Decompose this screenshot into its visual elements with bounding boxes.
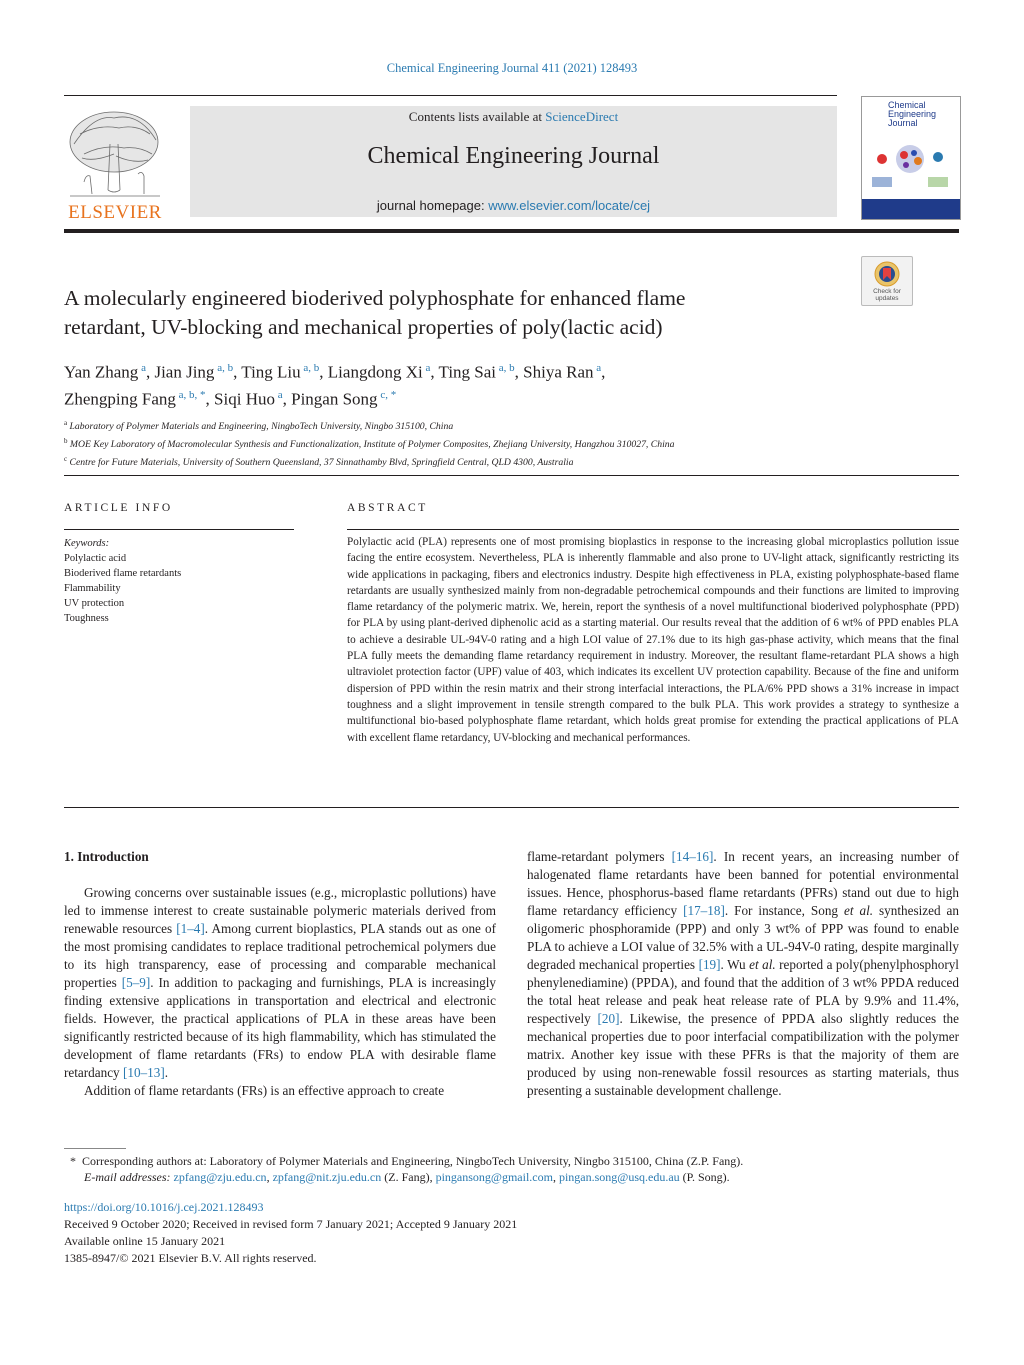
article-info-rule xyxy=(64,529,294,530)
keyword: Toughness xyxy=(64,613,109,624)
email-link[interactable]: zpfang@zju.edu.cn xyxy=(173,1170,267,1184)
author-list xyxy=(64,357,924,410)
citation-link[interactable]: [10–13] xyxy=(122,1065,165,1080)
author-affiliation-mark[interactable]: a xyxy=(274,388,283,401)
contents-line: Contents lists available at ScienceDirect xyxy=(408,109,619,124)
article-info-heading: ARTICLE INFO xyxy=(64,502,173,514)
email-link[interactable]: pingan.song@usq.edu.au xyxy=(558,1170,680,1184)
keyword: Polylactic acid xyxy=(64,553,127,564)
corresponding-footnote: * Corresponding authors at: Laboratory of Polymer Materials and Engineering, NingboTech University, Ningbo 315100, China (Z.P. Fang). E-mail addresses: zpfang@zju.edu.cn, zpfang@nit.zju.edu.cn (Z. Fang), pingansong@gmail.com, pingan.song@usq.edu.au (P. Song). xyxy=(70,1154,744,1184)
affiliation-c: $^c$ Centre for Future Materials, University of Southern Queensland, 37 Sinnathamby Blvd, Springfield Central, QLD 4300, Australia xyxy=(64,455,574,469)
journal-title: Chemical Engineering Journal xyxy=(367,143,660,169)
intro-paragraph-3: flame-retardant polymers [14–16]. In recent years, an increasing number of halogenated flame retardants have been banned for potential environmental issues. Hence, phosphorus-based flame retardants (PFRs) stand out due to high flame retardancy efficiency [17–18]. For instance, Song et al. synthesized an oligomeric phosphoramide (PPP) and only 3 wt% of PPP was found to enable PLA to achieve a LOI value of 32.5% with a UL-94V-0 rating, despite marginally degraded mechanical properties [19]. Wu et al. reported a poly(phenylphosphoryl phenylenediamine) (PPDA), and found that the addition of 3 wt% PPDA reduced the total heat release and peak heat release rate of PLA by 9.9% and 11.4%, respectively [20]. Likewise, the presence of PPDA also slightly reduces the mechanical properties due to poor interfacial compatibilization with the polymer matrix. Another key issue with these PFRs is that the majority of them are produced by using non-renewable fossil resources as starting materials, thus presenting a sustainable development challenge. xyxy=(527,849,959,1098)
author-name: Siqi Huo xyxy=(214,389,275,409)
check-for-updates-button[interactable] xyxy=(861,256,913,306)
journal-citation[interactable]: Chemical Engineering Journal 411 (2021) 128493 xyxy=(386,61,638,75)
article-metadata xyxy=(64,1199,964,1267)
abstract-bottom-rule xyxy=(64,807,959,808)
author-affiliation-mark[interactable]: a, b xyxy=(300,362,320,374)
email-link[interactable]: pingansong@gmail.com xyxy=(435,1170,553,1184)
keywords-label: Keywords: xyxy=(64,538,110,549)
author-name: Ting Liu xyxy=(241,362,301,382)
affiliation-b: $^b$ MOE Key Laboratory of Macromolecular Synthesis and Functionalization, Institute of Polymer Composites, Zhejiang University, Hangzhou 310027, China xyxy=(64,437,675,451)
cover-title: Chemical Engineering Journal xyxy=(888,100,937,128)
received-dates: Received 9 October 2020; Received in revised form 7 January 2021; Accepted 9 January 2021 xyxy=(64,1217,518,1231)
header-thick-rule xyxy=(64,229,959,233)
keyword: Bioderived flame retardants xyxy=(64,568,182,579)
citation-link[interactable]: [20] xyxy=(597,1011,620,1026)
body-column-right xyxy=(527,848,959,1100)
author-affiliation-mark[interactable]: a xyxy=(422,362,431,374)
corresponding-text: Corresponding authors at: Laboratory of Polymer Materials and Engineering, NingboTech University, Ningbo 315100, China (Z.P. Fang). xyxy=(82,1154,744,1168)
available-online: Available online 15 January 2021 xyxy=(64,1234,226,1248)
article-title: A molecularly engineered bioderived polyphosphate for enhanced flame retardant, UV-blocking and mechanical properties of poly(lactic acid) xyxy=(64,286,686,339)
citation-link[interactable]: [1–4] xyxy=(176,921,205,936)
author-name: Ting Sai xyxy=(438,362,497,382)
crossmark-icon xyxy=(874,261,900,287)
section-heading-introduction: 1. Introduction xyxy=(64,849,149,864)
elsevier-tree-logo xyxy=(64,104,166,200)
affiliations-rule xyxy=(64,475,959,476)
intro-paragraph-1: Growing concerns over sustainable issues (e.g., microplastic pollutions) have led to immense interest to create sustainable polymeric materials derived from renewable resources [1–4]. Among current bioplastics, PLA stands out as one of the most promising candidates to replace traditional petrochemical polymers due to its high transparency, ease of processing and comparable mechanical properties [5–9]. In addition to packaging and furnishings, PLA is increasingly finding extensive applications in transportation and electrical and electronic fields. However, the practical applications of PLA in these areas have been significantly restricted because of its high flammability, which has stimulated the development of flame retardants (FRs) to endow PLA with desirable flame retardancy [10–13]. xyxy=(64,885,496,1080)
author-name: Pingan Song xyxy=(291,389,378,409)
copyright: 1385-8947/© 2021 Elsevier B.V. All rights reserved. xyxy=(64,1251,317,1265)
cover-artwork xyxy=(862,133,960,219)
citation-link[interactable]: [5–9] xyxy=(121,975,151,990)
author-name: Jian Jing xyxy=(154,362,215,382)
affiliations xyxy=(64,416,964,471)
author-affiliation-mark[interactable]: c, * xyxy=(377,388,397,401)
author-affiliation-mark[interactable]: a, b xyxy=(496,362,515,374)
doi-link[interactable]: https://doi.org/10.1016/j.cej.2021.128493 xyxy=(64,1200,264,1214)
journal-homepage: journal homepage: www.elsevier.com/locate/cej xyxy=(376,198,651,213)
footnote-rule xyxy=(64,1148,126,1149)
abstract-rule xyxy=(347,529,959,530)
affiliation-a: $^a$ Laboratory of Polymer Materials and Engineering, NingboTech University, Ningbo 315100, China xyxy=(64,419,454,433)
keyword: UV protection xyxy=(64,598,125,609)
citation-link[interactable]: [17–18] xyxy=(683,903,725,918)
author-name: Zhengping Fang xyxy=(64,389,176,409)
author-name: Liangdong Xi xyxy=(327,362,423,382)
email-link[interactable]: zpfang@nit.zju.edu.cn xyxy=(272,1170,382,1184)
author-line-2: Zhengping Fang $^{a, b, *}$, Siqi Huo $^a$, Pingan Song $^{c, *}$ xyxy=(64,388,397,409)
author-affiliation-mark[interactable]: a, b xyxy=(214,362,234,374)
author-line-1: Yan Zhang $^a$, Jian Jing $^{a, b}$, Ting Liu $^{a, b}$, Liangdong Xi $^a$, Ting Sai $^{a, b}$, Shiya Ran $^a$, xyxy=(64,362,606,382)
intro-paragraph-2: Addition of flame retardants (FRs) is an effective approach to create xyxy=(84,1083,445,1098)
author-affiliation-mark[interactable]: a xyxy=(593,362,602,374)
homepage-link[interactable]: www.elsevier.com/locate/cej xyxy=(488,198,651,213)
citation-link[interactable]: [19] xyxy=(698,957,721,972)
author-affiliation-mark[interactable]: a, b, * xyxy=(175,388,206,401)
journal-banner xyxy=(190,106,837,217)
author-name: Yan Zhang xyxy=(64,362,139,382)
check-for-updates-label: Check for updates xyxy=(873,288,901,302)
publisher-logo-text[interactable]: ELSEVIER xyxy=(68,202,162,223)
author-affiliation-mark[interactable]: a xyxy=(138,362,146,374)
author-name: Shiya Ran xyxy=(523,362,594,382)
abstract-text: Polylactic acid (PLA) represents one of most promising bioplastics in response to the increasing global microplastics pollution issue facing the entire ecosystem. Nevertheless, PLA is inherently flammable and also prone to UV-light attack, significantly restricting its wide applications in packaging, fibers and electronics industry. Despite high effectiveness in PLA, existing polyphosphate-based flame retardants are usually synthesized mainly from non-degradable petrochemical compounds and their functions are limited to improving flame retardancy of the polymeric matrix. We, herein, report the synthesis of a novel multifunctional bioderived polyphosphate (PPD) for PLA by using plant-derived diphenolic acid as a starting material. Our results reveal that the addition of 6 wt% of PPD enables PLA to achieve a desirable UL-94V-0 rating and a high LOI value of 27.1% due to its high gas-phase activity, which means that the final PLA fully meets the demanding flame retardancy requirement in industry. Moreover, the resultant flame-retardant PLA shows a high ultraviolet protection factor (UPF) value of 403, which indicates its excellent UV protection capability. Because of the fine and uniform dispersion of PPD within the resin matrix and their strong interfacial interactions, the PLA/6% PPD shows a 31% increase in impact toughness and a slight improvement in tensile strength compared to the bulk PLA. This work provides a strategy to synthesize a multifunctional bio-based polyphosphate flame retardant, which holds great promise for extending the practical applications of PLA with excellent flame retardancy, UV-blocking and mechanical performances. xyxy=(347,536,959,744)
keywords-block xyxy=(64,536,294,626)
body-column-left xyxy=(64,848,496,1100)
journal-cover-thumbnail[interactable] xyxy=(861,96,961,220)
sciencedirect-link[interactable]: ScienceDirect xyxy=(545,109,619,124)
abstract-heading: ABSTRACT xyxy=(347,502,428,514)
keyword: Flammability xyxy=(64,583,121,594)
citation-link[interactable]: [14–16] xyxy=(671,849,714,864)
header-top-rule xyxy=(64,95,837,96)
